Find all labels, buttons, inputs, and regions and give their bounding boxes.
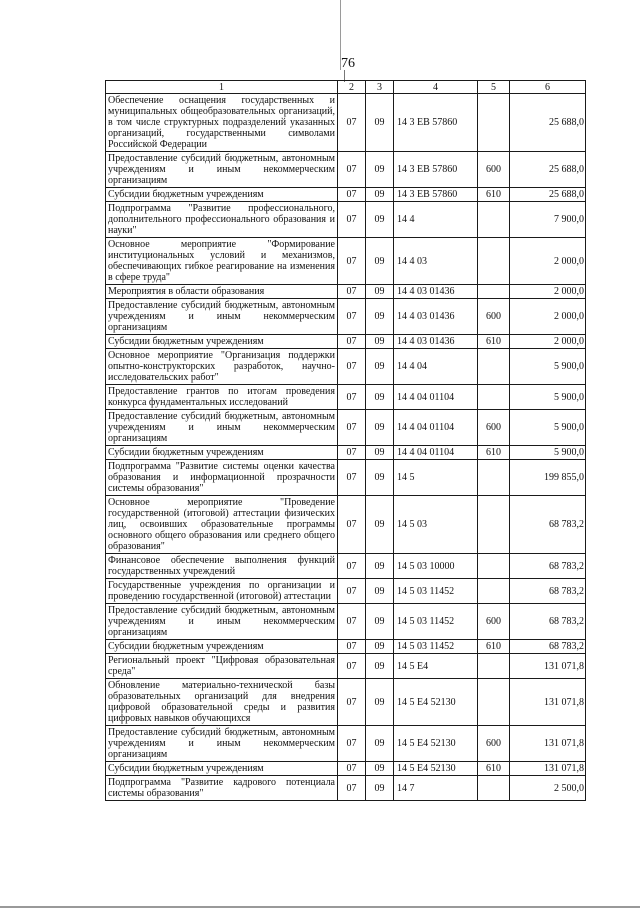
table-row bbox=[106, 410, 586, 446]
row-c6-cell: 2 000,0 bbox=[510, 285, 586, 299]
table-row bbox=[106, 679, 586, 726]
row-c5-cell: 600 bbox=[478, 299, 510, 335]
page-number: 76 bbox=[341, 56, 355, 71]
table-row bbox=[106, 152, 586, 188]
table-row bbox=[106, 654, 586, 679]
row-c2-cell: 07 bbox=[338, 726, 366, 762]
row-c2-cell: 07 bbox=[338, 349, 366, 385]
row-c3-cell: 09 bbox=[366, 238, 394, 285]
row-name-cell: Предоставление субсидий бюджетным, автономным учреждениям и иным некоммерческим организациям bbox=[106, 299, 338, 335]
row-c3-cell: 09 bbox=[366, 335, 394, 349]
row-c3-cell: 09 bbox=[366, 152, 394, 188]
row-c6-cell: 5 900,0 bbox=[510, 410, 586, 446]
row-name-cell: Мероприятия в области образования bbox=[106, 285, 338, 299]
row-c3-cell: 09 bbox=[366, 188, 394, 202]
row-c6-cell: 131 071,8 bbox=[510, 726, 586, 762]
row-c5-cell: 610 bbox=[478, 188, 510, 202]
row-c2-cell: 07 bbox=[338, 554, 366, 579]
table-row bbox=[106, 776, 586, 801]
table-row bbox=[106, 335, 586, 349]
row-c5-cell: 610 bbox=[478, 446, 510, 460]
row-c2-cell: 07 bbox=[338, 762, 366, 776]
row-name-cell: Предоставление грантов по итогам проведения конкурса фундаментальных исследований bbox=[106, 385, 338, 410]
row-name-cell: Обновление материально-технической базы образовательных организаций для внедрения цифровой образовательной среды и развития цифровых навыков обучающихся bbox=[106, 679, 338, 726]
row-c2-cell: 07 bbox=[338, 776, 366, 801]
row-c4-cell: 14 4 03 01436 bbox=[394, 299, 478, 335]
row-name-cell: Субсидии бюджетным учреждениям bbox=[106, 335, 338, 349]
row-c5-cell: 610 bbox=[478, 762, 510, 776]
row-c3-cell: 09 bbox=[366, 554, 394, 579]
row-c4-cell: 14 4 04 01104 bbox=[394, 446, 478, 460]
row-c4-cell: 14 4 bbox=[394, 202, 478, 238]
row-c3-cell: 09 bbox=[366, 202, 394, 238]
row-c5-cell bbox=[478, 349, 510, 385]
budget-table bbox=[105, 80, 586, 801]
table-row bbox=[106, 762, 586, 776]
row-c6-cell: 68 783,2 bbox=[510, 496, 586, 554]
table-row bbox=[106, 349, 586, 385]
row-name-cell: Региональный проект "Цифровая образовательная среда" bbox=[106, 654, 338, 679]
row-c4-cell: 14 3 EB 57860 bbox=[394, 188, 478, 202]
row-c5-cell: 610 bbox=[478, 640, 510, 654]
table-row bbox=[106, 579, 586, 604]
row-c6-cell: 68 783,2 bbox=[510, 579, 586, 604]
row-c3-cell: 09 bbox=[366, 410, 394, 446]
row-name-cell: Подпрограмма "Развитие профессионального, дополнительного профессионального образования и науки" bbox=[106, 202, 338, 238]
row-c3-cell: 09 bbox=[366, 446, 394, 460]
row-c2-cell: 07 bbox=[338, 679, 366, 726]
row-c4-cell: 14 7 bbox=[394, 776, 478, 801]
table-row bbox=[106, 285, 586, 299]
row-c3-cell: 09 bbox=[366, 299, 394, 335]
row-c3-cell: 09 bbox=[366, 776, 394, 801]
table-row bbox=[106, 94, 586, 152]
row-name-cell: Подпрограмма "Развитие системы оценки качества образования и информационной прозрачности системы образования" bbox=[106, 460, 338, 496]
row-c6-cell: 5 900,0 bbox=[510, 385, 586, 410]
column-header: 5 bbox=[478, 81, 510, 94]
row-c5-cell bbox=[478, 238, 510, 285]
row-c2-cell: 07 bbox=[338, 238, 366, 285]
row-c6-cell: 131 071,8 bbox=[510, 654, 586, 679]
row-c4-cell: 14 5 E4 52130 bbox=[394, 726, 478, 762]
row-c2-cell: 07 bbox=[338, 410, 366, 446]
row-c4-cell: 14 4 04 01104 bbox=[394, 385, 478, 410]
table-row bbox=[106, 238, 586, 285]
row-name-cell: Основное мероприятие "Формирование институциональных условий и механизмов, обеспечивающих гибкое реагирование на изменения в сфере труда" bbox=[106, 238, 338, 285]
table-row bbox=[106, 188, 586, 202]
row-c5-cell bbox=[478, 579, 510, 604]
row-c6-cell: 7 900,0 bbox=[510, 202, 586, 238]
row-c2-cell: 07 bbox=[338, 385, 366, 410]
row-c6-cell: 2 000,0 bbox=[510, 238, 586, 285]
row-c4-cell: 14 4 03 01436 bbox=[394, 285, 478, 299]
row-c6-cell: 68 783,2 bbox=[510, 554, 586, 579]
row-c2-cell: 07 bbox=[338, 152, 366, 188]
row-c2-cell: 07 bbox=[338, 94, 366, 152]
row-c3-cell: 09 bbox=[366, 460, 394, 496]
row-c2-cell: 07 bbox=[338, 188, 366, 202]
row-c5-cell: 600 bbox=[478, 726, 510, 762]
row-c4-cell: 14 5 03 11452 bbox=[394, 640, 478, 654]
row-name-cell: Субсидии бюджетным учреждениям bbox=[106, 446, 338, 460]
row-c4-cell: 14 5 03 10000 bbox=[394, 554, 478, 579]
row-c6-cell: 25 688,0 bbox=[510, 152, 586, 188]
table-row bbox=[106, 604, 586, 640]
row-c6-cell: 2 000,0 bbox=[510, 299, 586, 335]
row-c4-cell: 14 5 03 11452 bbox=[394, 579, 478, 604]
table-row bbox=[106, 496, 586, 554]
table-header-row bbox=[106, 81, 586, 94]
row-c6-cell: 199 855,0 bbox=[510, 460, 586, 496]
row-name-cell: Финансовое обеспечение выполнения функций государственных учреждений bbox=[106, 554, 338, 579]
table-row bbox=[106, 460, 586, 496]
row-c2-cell: 07 bbox=[338, 654, 366, 679]
row-c3-cell: 09 bbox=[366, 349, 394, 385]
row-c4-cell: 14 5 03 11452 bbox=[394, 604, 478, 640]
row-c2-cell: 07 bbox=[338, 202, 366, 238]
row-c4-cell: 14 3 EB 57860 bbox=[394, 94, 478, 152]
row-c2-cell: 07 bbox=[338, 446, 366, 460]
row-name-cell: Субсидии бюджетным учреждениям bbox=[106, 188, 338, 202]
row-c3-cell: 09 bbox=[366, 579, 394, 604]
row-c4-cell: 14 4 04 01104 bbox=[394, 410, 478, 446]
row-c6-cell: 5 900,0 bbox=[510, 349, 586, 385]
row-c4-cell: 14 5 E4 52130 bbox=[394, 679, 478, 726]
row-c3-cell: 09 bbox=[366, 726, 394, 762]
row-c5-cell: 610 bbox=[478, 335, 510, 349]
row-c6-cell: 2 000,0 bbox=[510, 335, 586, 349]
row-c2-cell: 07 bbox=[338, 640, 366, 654]
table-row bbox=[106, 554, 586, 579]
row-c6-cell: 131 071,8 bbox=[510, 762, 586, 776]
row-name-cell: Обеспечение оснащения государственных и муниципальных общеобразовательных организаций, в том числе структурных подразделений указанных организаций, государственными символами Российской Федерации bbox=[106, 94, 338, 152]
table-row bbox=[106, 726, 586, 762]
row-c3-cell: 09 bbox=[366, 762, 394, 776]
row-c5-cell: 600 bbox=[478, 604, 510, 640]
row-c2-cell: 07 bbox=[338, 604, 366, 640]
row-c6-cell: 68 783,2 bbox=[510, 640, 586, 654]
row-c2-cell: 07 bbox=[338, 460, 366, 496]
column-header: 3 bbox=[366, 81, 394, 94]
row-c3-cell: 09 bbox=[366, 679, 394, 726]
row-c5-cell bbox=[478, 202, 510, 238]
row-c3-cell: 09 bbox=[366, 654, 394, 679]
table-row bbox=[106, 202, 586, 238]
row-c2-cell: 07 bbox=[338, 496, 366, 554]
row-name-cell: Подпрограмма "Развитие кадрового потенциала системы образования" bbox=[106, 776, 338, 801]
row-name-cell: Основное мероприятие "Проведение государственной (итоговой) аттестации физических лиц, освоивших образовательные программы основного общего образования или среднего общего образования" bbox=[106, 496, 338, 554]
column-header: 6 bbox=[510, 81, 586, 94]
row-c4-cell: 14 5 03 bbox=[394, 496, 478, 554]
row-c4-cell: 14 4 04 bbox=[394, 349, 478, 385]
column-header: 4 bbox=[394, 81, 478, 94]
row-c3-cell: 09 bbox=[366, 640, 394, 654]
row-name-cell: Предоставление субсидий бюджетным, автономным учреждениям и иным некоммерческим организациям bbox=[106, 726, 338, 762]
row-c2-cell: 07 bbox=[338, 335, 366, 349]
table-body bbox=[106, 94, 586, 801]
row-c3-cell: 09 bbox=[366, 604, 394, 640]
row-c3-cell: 09 bbox=[366, 385, 394, 410]
row-c5-cell: 600 bbox=[478, 152, 510, 188]
row-c2-cell: 07 bbox=[338, 579, 366, 604]
row-name-cell: Предоставление субсидий бюджетным, автономным учреждениям и иным некоммерческим организациям bbox=[106, 604, 338, 640]
row-c3-cell: 09 bbox=[366, 285, 394, 299]
row-c3-cell: 09 bbox=[366, 496, 394, 554]
row-c5-cell bbox=[478, 679, 510, 726]
table-row bbox=[106, 385, 586, 410]
row-c5-cell bbox=[478, 94, 510, 152]
row-c5-cell bbox=[478, 654, 510, 679]
row-c5-cell bbox=[478, 496, 510, 554]
row-c6-cell: 131 071,8 bbox=[510, 679, 586, 726]
row-name-cell: Субсидии бюджетным учреждениям bbox=[106, 640, 338, 654]
table-row bbox=[106, 446, 586, 460]
scan-edge bbox=[0, 906, 640, 908]
row-c5-cell bbox=[478, 385, 510, 410]
row-c4-cell: 14 5 E4 bbox=[394, 654, 478, 679]
row-c4-cell: 14 3 EB 57860 bbox=[394, 152, 478, 188]
row-c5-cell: 600 bbox=[478, 410, 510, 446]
column-header: 1 bbox=[106, 81, 338, 94]
row-c6-cell: 25 688,0 bbox=[510, 188, 586, 202]
row-c3-cell: 09 bbox=[366, 94, 394, 152]
row-c4-cell: 14 5 E4 52130 bbox=[394, 762, 478, 776]
row-name-cell: Государственные учреждения по организации и проведению государственной (итоговой) аттестации bbox=[106, 579, 338, 604]
row-c6-cell: 25 688,0 bbox=[510, 94, 586, 152]
row-c6-cell: 2 500,0 bbox=[510, 776, 586, 801]
column-header: 2 bbox=[338, 81, 366, 94]
row-name-cell: Субсидии бюджетным учреждениям bbox=[106, 762, 338, 776]
row-name-cell: Основное мероприятие "Организация поддержки опытно-конструкторских разработок, научно-исследовательских работ" bbox=[106, 349, 338, 385]
row-c5-cell bbox=[478, 460, 510, 496]
row-c5-cell bbox=[478, 776, 510, 801]
row-c6-cell: 68 783,2 bbox=[510, 604, 586, 640]
row-c4-cell: 14 4 03 bbox=[394, 238, 478, 285]
row-c2-cell: 07 bbox=[338, 299, 366, 335]
table-row bbox=[106, 299, 586, 335]
row-c4-cell: 14 5 bbox=[394, 460, 478, 496]
row-name-cell: Предоставление субсидий бюджетным, автономным учреждениям и иным некоммерческим организациям bbox=[106, 410, 338, 446]
row-c2-cell: 07 bbox=[338, 285, 366, 299]
table-row bbox=[106, 640, 586, 654]
row-name-cell: Предоставление субсидий бюджетным, автономным учреждениям и иным некоммерческим организациям bbox=[106, 152, 338, 188]
row-c5-cell bbox=[478, 554, 510, 579]
row-c5-cell bbox=[478, 285, 510, 299]
row-c4-cell: 14 4 03 01436 bbox=[394, 335, 478, 349]
row-c6-cell: 5 900,0 bbox=[510, 446, 586, 460]
